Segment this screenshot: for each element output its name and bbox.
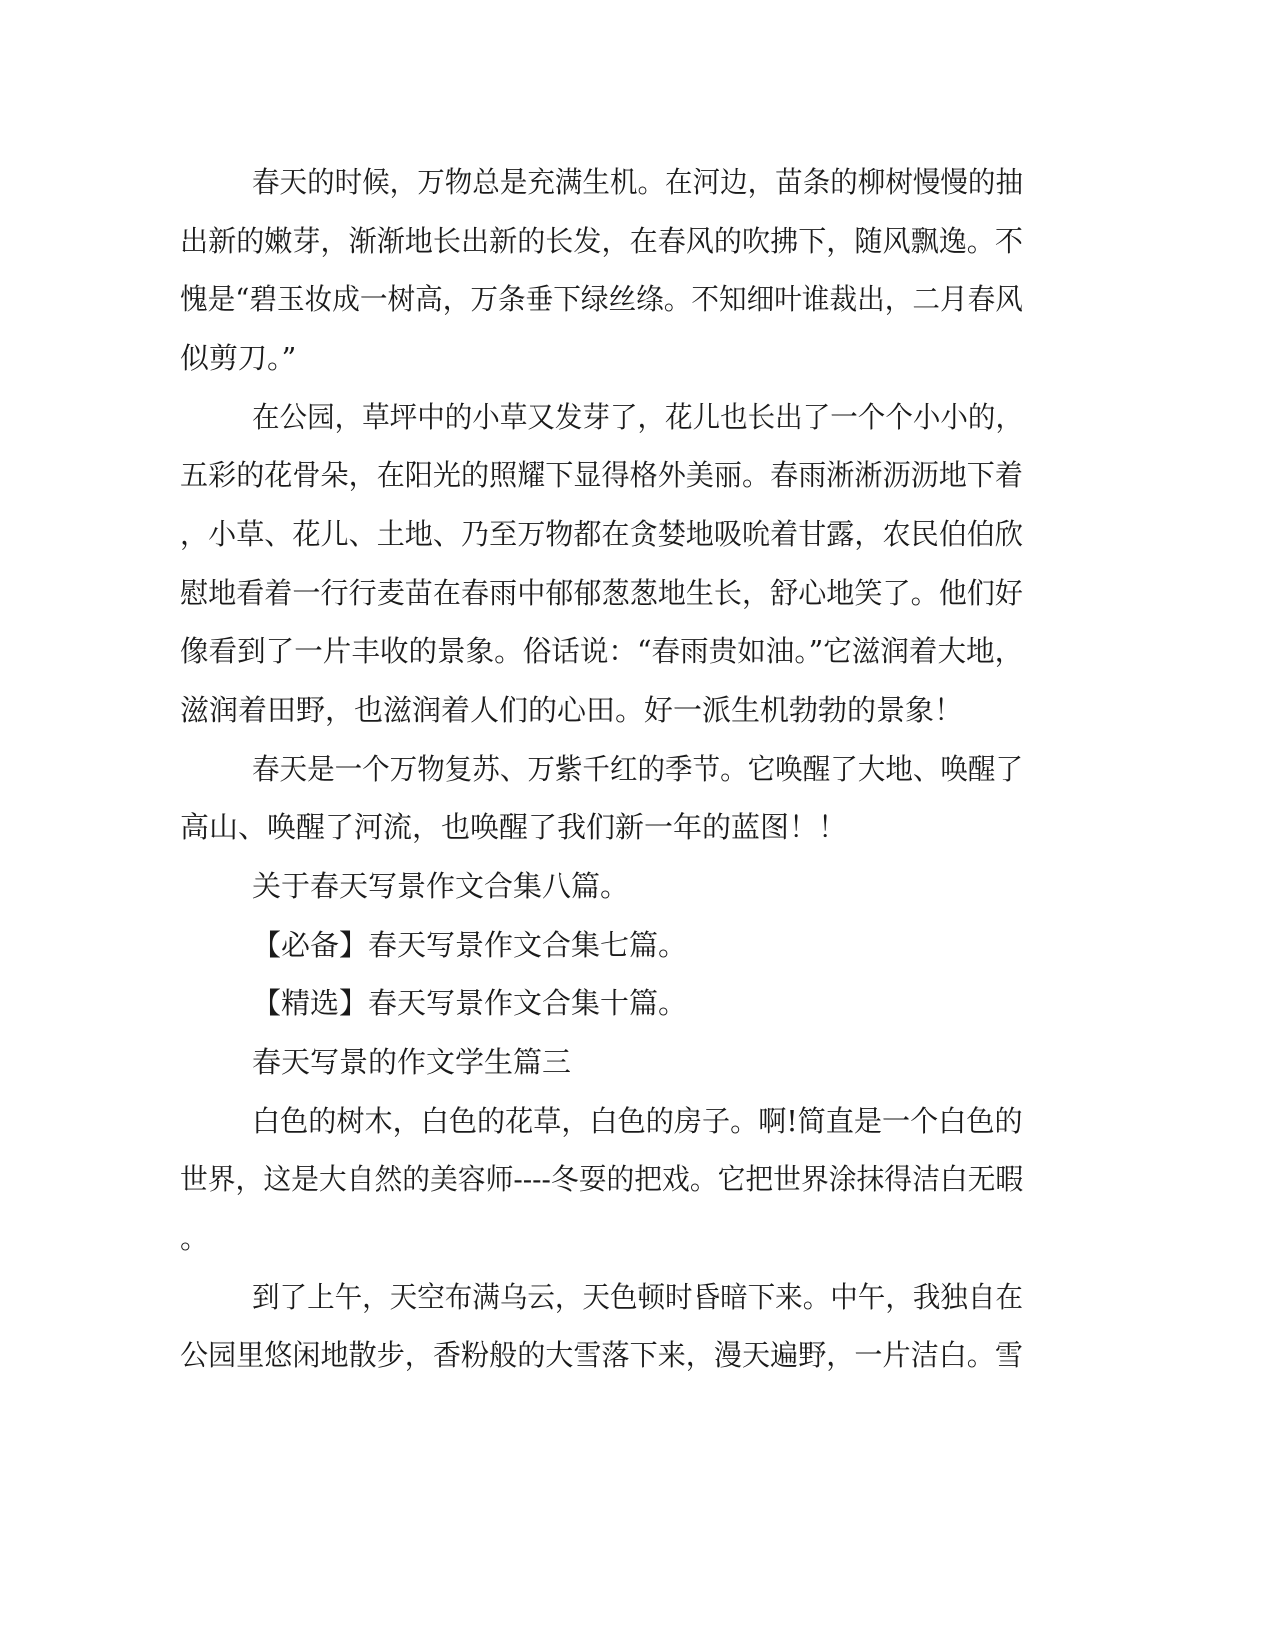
text-line: 【必备】春天写景作文合集七篇。 — [252, 928, 688, 962]
text-line: 。 — [180, 1221, 210, 1255]
text-line: 【精选】春天写景作文合集十篇。 — [252, 986, 688, 1020]
text-line: 愧是“碧玉妆成一树高，万条垂下绿丝绦。不知细叶谁裁出，二月春风 — [180, 282, 1023, 316]
text-line: 在公园，草坪中的小草又发芽了，花儿也长出了一个个小小的， — [252, 400, 1024, 434]
text-line: 公园里悠闲地散步，香粉般的大雪落下来，漫天遍野，一片洁白。雪 — [180, 1338, 1024, 1372]
text-line: 似剪刀。” — [180, 341, 297, 375]
text-line: 春天的时候，万物总是充满生机。在河边，苗条的柳树慢慢的抽 — [252, 165, 1024, 199]
text-line: 五彩的花骨朵，在阳光的照耀下显得格外美丽。春雨淅淅沥沥地下着 — [180, 458, 1024, 492]
text-line: 滋润着田野，也滋润着人们的心田。好一派生机勃勃的景象！ — [180, 693, 964, 727]
text-line: 慰地看着一行行麦苗在春雨中郁郁葱葱地生长，舒心地笑了。他们好 — [180, 576, 1024, 610]
text-line: 春天是一个万物复苏、万紫千红的季节。它唤醒了大地、唤醒了 — [252, 752, 1024, 786]
text-line: 到了上午，天空布满乌云，天色顿时昏暗下来。中午，我独自在 — [252, 1280, 1024, 1314]
text-line: 白色的树木，白色的花草，白色的房子。啊!简直是一个白色的 — [252, 1104, 1023, 1138]
text-line: 出新的嫩芽，渐渐地长出新的长发，在春风的吹拂下，随风飘逸。不 — [180, 224, 1024, 258]
text-line: 春天写景的作文学生篇三 — [252, 1045, 572, 1079]
text-line: 世界，这是大自然的美容师----冬耍的把戏。它把世界涂抹得洁白无暇 — [180, 1162, 1024, 1196]
text-line: 高山、唤醒了河流，也唤醒了我们新一年的蓝图！！ — [180, 810, 848, 844]
text-line: 像看到了一片丰收的景象。俗话说：“春雨贵如油。”它滋润着大地， — [180, 634, 1024, 668]
text-line: ，小草、花儿、土地、乃至万物都在贪婪地吸吮着甘露，农民伯伯欣 — [180, 517, 1024, 551]
text-line: 关于春天写景作文合集八篇。 — [252, 869, 630, 903]
